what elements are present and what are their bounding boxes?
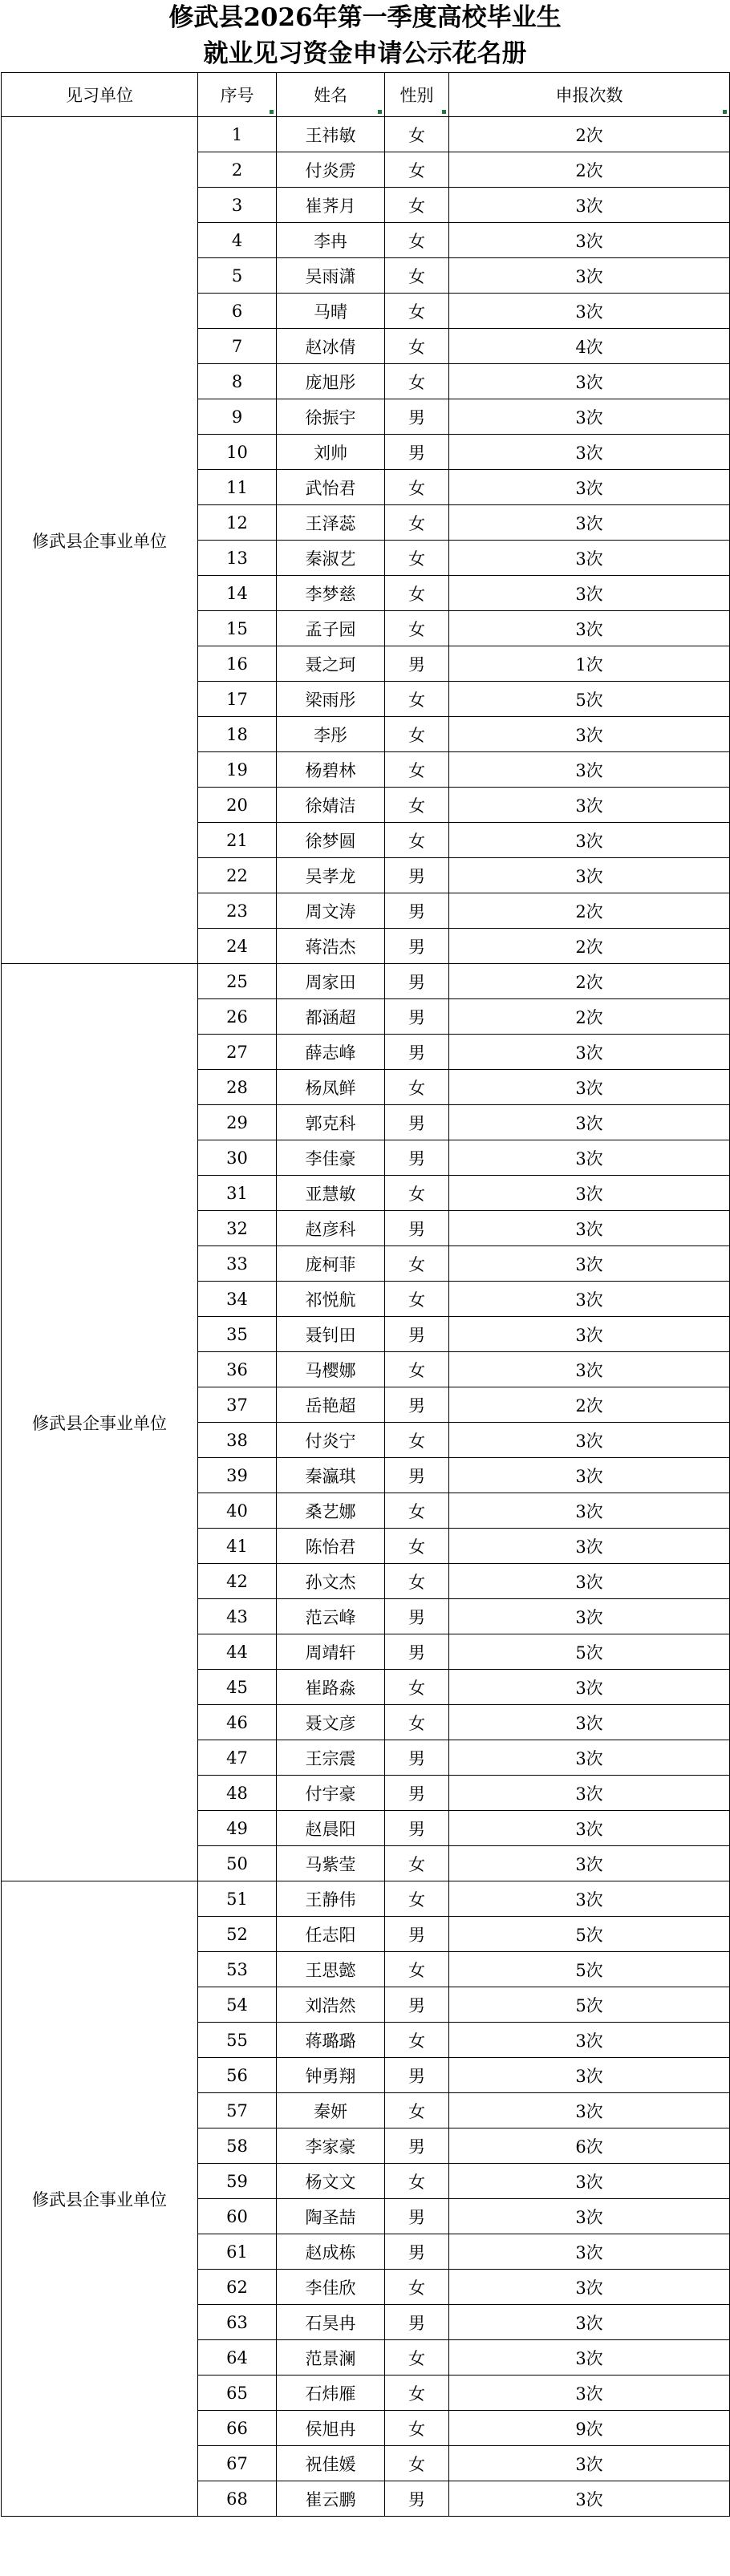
gender-cell: 女 bbox=[385, 1352, 449, 1387]
count-cell: 3次 bbox=[449, 1140, 730, 1176]
gender-cell: 女 bbox=[385, 682, 449, 717]
seq-cell: 61 bbox=[198, 2234, 277, 2270]
count-cell: 3次 bbox=[449, 1352, 730, 1387]
seq-cell: 38 bbox=[198, 1423, 277, 1458]
name-cell: 聂钊田 bbox=[277, 1317, 385, 1352]
seq-cell: 28 bbox=[198, 1070, 277, 1105]
name-cell: 梁雨彤 bbox=[277, 682, 385, 717]
seq-cell: 36 bbox=[198, 1352, 277, 1387]
count-cell: 2次 bbox=[449, 929, 730, 964]
gender-cell: 女 bbox=[385, 223, 449, 258]
name-cell: 李冉 bbox=[277, 223, 385, 258]
count-cell: 3次 bbox=[449, 858, 730, 893]
gender-cell: 女 bbox=[385, 1846, 449, 1881]
table-row bbox=[2, 117, 730, 152]
count-cell: 3次 bbox=[449, 435, 730, 470]
seq-cell: 18 bbox=[198, 717, 277, 752]
name-cell: 蒋璐璐 bbox=[277, 2023, 385, 2058]
seq-cell: 66 bbox=[198, 2411, 277, 2446]
gender-cell: 男 bbox=[385, 399, 449, 435]
count-cell: 3次 bbox=[449, 1740, 730, 1776]
table-row bbox=[2, 964, 730, 999]
gender-cell: 女 bbox=[385, 2164, 449, 2199]
count-cell: 3次 bbox=[449, 2305, 730, 2340]
name-cell: 石炜雁 bbox=[277, 2376, 385, 2411]
gender-cell: 男 bbox=[385, 646, 449, 682]
name-cell: 秦妍 bbox=[277, 2093, 385, 2128]
header-name[interactable] bbox=[277, 73, 385, 117]
name-cell: 侯旭冉 bbox=[277, 2411, 385, 2446]
count-cell: 5次 bbox=[449, 1634, 730, 1670]
gender-cell: 男 bbox=[385, 2128, 449, 2164]
count-cell: 3次 bbox=[449, 1705, 730, 1740]
gender-cell: 女 bbox=[385, 258, 449, 294]
count-cell: 3次 bbox=[449, 2093, 730, 2128]
gender-cell: 女 bbox=[385, 1881, 449, 1917]
gender-cell: 女 bbox=[385, 823, 449, 858]
count-cell: 9次 bbox=[449, 2411, 730, 2446]
count-cell: 3次 bbox=[449, 1105, 730, 1140]
gender-cell: 女 bbox=[385, 788, 449, 823]
seq-cell: 60 bbox=[198, 2199, 277, 2234]
count-cell: 2次 bbox=[449, 999, 730, 1035]
name-cell: 刘浩然 bbox=[277, 1987, 385, 2023]
name-cell: 聂文彦 bbox=[277, 1705, 385, 1740]
gender-cell: 男 bbox=[385, 1211, 449, 1246]
name-cell: 祁悦航 bbox=[277, 1282, 385, 1317]
count-cell: 3次 bbox=[449, 2058, 730, 2093]
gender-cell: 男 bbox=[385, 1105, 449, 1140]
seq-cell: 33 bbox=[198, 1246, 277, 1282]
seq-cell: 59 bbox=[198, 2164, 277, 2199]
header-seq-label: 序号 bbox=[220, 86, 254, 105]
name-cell: 李佳豪 bbox=[277, 1140, 385, 1176]
gender-cell: 男 bbox=[385, 964, 449, 999]
name-cell: 杨文文 bbox=[277, 2164, 385, 2199]
gender-cell: 男 bbox=[385, 1811, 449, 1846]
count-cell: 3次 bbox=[449, 470, 730, 505]
gender-cell: 女 bbox=[385, 294, 449, 329]
seq-cell: 37 bbox=[198, 1387, 277, 1423]
name-cell: 王宗震 bbox=[277, 1740, 385, 1776]
name-cell: 庞旭彤 bbox=[277, 364, 385, 399]
name-cell: 李佳欣 bbox=[277, 2270, 385, 2305]
gender-cell: 女 bbox=[385, 1282, 449, 1317]
seq-cell: 31 bbox=[198, 1176, 277, 1211]
name-cell: 祝佳媛 bbox=[277, 2446, 385, 2481]
count-cell: 2次 bbox=[449, 893, 730, 929]
seq-cell: 19 bbox=[198, 752, 277, 788]
count-cell: 3次 bbox=[449, 1211, 730, 1246]
count-cell: 3次 bbox=[449, 1564, 730, 1599]
gender-cell: 女 bbox=[385, 188, 449, 223]
count-cell: 3次 bbox=[449, 294, 730, 329]
seq-cell: 51 bbox=[198, 1881, 277, 1917]
count-cell: 1次 bbox=[449, 646, 730, 682]
name-cell: 赵成栋 bbox=[277, 2234, 385, 2270]
header-count-label: 申报次数 bbox=[555, 86, 623, 105]
name-cell: 钟勇翔 bbox=[277, 2058, 385, 2093]
name-cell: 马樱娜 bbox=[277, 1352, 385, 1387]
name-cell: 马紫莹 bbox=[277, 1846, 385, 1881]
count-cell: 3次 bbox=[449, 1846, 730, 1881]
seq-cell: 65 bbox=[198, 2376, 277, 2411]
count-cell: 5次 bbox=[449, 1987, 730, 2023]
name-cell: 赵冰倩 bbox=[277, 329, 385, 364]
count-cell: 3次 bbox=[449, 1317, 730, 1352]
count-cell: 5次 bbox=[449, 1917, 730, 1952]
gender-cell: 男 bbox=[385, 1740, 449, 1776]
name-cell: 马晴 bbox=[277, 294, 385, 329]
seq-cell: 53 bbox=[198, 1952, 277, 1987]
gender-cell: 女 bbox=[385, 717, 449, 752]
seq-cell: 39 bbox=[198, 1458, 277, 1493]
filter-dropdown-icon[interactable] bbox=[378, 110, 382, 114]
name-cell: 赵晨阳 bbox=[277, 1811, 385, 1846]
name-cell: 徐婧洁 bbox=[277, 788, 385, 823]
seq-cell: 63 bbox=[198, 2305, 277, 2340]
seq-cell: 43 bbox=[198, 1599, 277, 1634]
name-cell: 杨碧林 bbox=[277, 752, 385, 788]
name-cell: 陈怡君 bbox=[277, 1529, 385, 1564]
unit-cell: 修武县企事业单位 bbox=[2, 117, 198, 964]
gender-cell: 男 bbox=[385, 1599, 449, 1634]
seq-cell: 29 bbox=[198, 1105, 277, 1140]
name-cell: 郭克科 bbox=[277, 1105, 385, 1140]
gender-cell: 男 bbox=[385, 1317, 449, 1352]
gender-cell: 男 bbox=[385, 999, 449, 1035]
gender-cell: 男 bbox=[385, 1035, 449, 1070]
seq-cell: 16 bbox=[198, 646, 277, 682]
gender-cell: 女 bbox=[385, 1564, 449, 1599]
seq-cell: 64 bbox=[198, 2340, 277, 2376]
name-cell: 薛志峰 bbox=[277, 1035, 385, 1070]
seq-cell: 26 bbox=[198, 999, 277, 1035]
count-cell: 3次 bbox=[449, 2376, 730, 2411]
seq-cell: 6 bbox=[198, 294, 277, 329]
seq-cell: 32 bbox=[198, 1211, 277, 1246]
gender-cell: 男 bbox=[385, 1140, 449, 1176]
document-title bbox=[0, 0, 730, 72]
gender-cell: 女 bbox=[385, 1670, 449, 1705]
seq-cell: 11 bbox=[198, 470, 277, 505]
count-cell: 3次 bbox=[449, 1599, 730, 1634]
name-cell: 崔路淼 bbox=[277, 1670, 385, 1705]
seq-cell: 35 bbox=[198, 1317, 277, 1352]
name-cell: 孟子园 bbox=[277, 611, 385, 646]
seq-cell: 10 bbox=[198, 435, 277, 470]
unit-cell: 修武县企事业单位 bbox=[2, 1881, 198, 2517]
seq-cell: 49 bbox=[198, 1811, 277, 1846]
count-cell: 3次 bbox=[449, 188, 730, 223]
count-cell: 3次 bbox=[449, 1458, 730, 1493]
gender-cell: 男 bbox=[385, 2058, 449, 2093]
count-cell: 2次 bbox=[449, 964, 730, 999]
name-cell: 亚慧敏 bbox=[277, 1176, 385, 1211]
name-cell: 庞柯菲 bbox=[277, 1246, 385, 1282]
gender-cell: 男 bbox=[385, 1776, 449, 1811]
gender-cell: 女 bbox=[385, 1705, 449, 1740]
gender-cell: 女 bbox=[385, 364, 449, 399]
name-cell: 桑艺娜 bbox=[277, 1493, 385, 1529]
seq-cell: 55 bbox=[198, 2023, 277, 2058]
name-cell: 李梦慈 bbox=[277, 576, 385, 611]
count-cell: 3次 bbox=[449, 223, 730, 258]
gender-cell: 女 bbox=[385, 2093, 449, 2128]
seq-cell: 25 bbox=[198, 964, 277, 999]
name-cell: 付宇豪 bbox=[277, 1776, 385, 1811]
name-cell: 石昊冉 bbox=[277, 2305, 385, 2340]
name-cell: 赵彦科 bbox=[277, 1211, 385, 1246]
gender-cell: 女 bbox=[385, 611, 449, 646]
seq-cell: 50 bbox=[198, 1846, 277, 1881]
count-cell: 6次 bbox=[449, 2128, 730, 2164]
gender-cell: 女 bbox=[385, 576, 449, 611]
seq-cell: 9 bbox=[198, 399, 277, 435]
count-cell: 3次 bbox=[449, 399, 730, 435]
gender-cell: 女 bbox=[385, 541, 449, 576]
header-count[interactable] bbox=[449, 73, 730, 117]
name-cell: 李彤 bbox=[277, 717, 385, 752]
seq-cell: 27 bbox=[198, 1035, 277, 1070]
count-cell: 5次 bbox=[449, 682, 730, 717]
count-cell: 3次 bbox=[449, 1811, 730, 1846]
gender-cell: 女 bbox=[385, 505, 449, 541]
name-cell: 秦淑艺 bbox=[277, 541, 385, 576]
seq-cell: 12 bbox=[198, 505, 277, 541]
seq-cell: 67 bbox=[198, 2446, 277, 2481]
name-cell: 付炎雳 bbox=[277, 152, 385, 188]
seq-cell: 47 bbox=[198, 1740, 277, 1776]
header-unit: 见习单位 bbox=[2, 73, 198, 117]
name-cell: 周靖轩 bbox=[277, 1634, 385, 1670]
seq-cell: 4 bbox=[198, 223, 277, 258]
name-cell: 杨凤鲜 bbox=[277, 1070, 385, 1105]
count-cell: 3次 bbox=[449, 505, 730, 541]
gender-cell: 男 bbox=[385, 2234, 449, 2270]
count-cell: 3次 bbox=[449, 2234, 730, 2270]
gender-cell: 男 bbox=[385, 2481, 449, 2517]
seq-cell: 56 bbox=[198, 2058, 277, 2093]
seq-cell: 1 bbox=[198, 117, 277, 152]
name-cell: 任志阳 bbox=[277, 1917, 385, 1952]
seq-cell: 57 bbox=[198, 2093, 277, 2128]
name-cell: 王思懿 bbox=[277, 1952, 385, 1987]
gender-cell: 女 bbox=[385, 2446, 449, 2481]
title-line-1: 修武县2026年第一季度高校毕业生 bbox=[168, 3, 562, 32]
title-line-2: 就业见习资金申请公示花名册 bbox=[203, 39, 527, 68]
count-cell: 3次 bbox=[449, 258, 730, 294]
count-cell: 3次 bbox=[449, 2023, 730, 2058]
header-seq[interactable] bbox=[198, 73, 277, 117]
name-cell: 吴雨潇 bbox=[277, 258, 385, 294]
count-cell: 3次 bbox=[449, 2199, 730, 2234]
seq-cell: 17 bbox=[198, 682, 277, 717]
name-cell: 刘帅 bbox=[277, 435, 385, 470]
count-cell: 2次 bbox=[449, 152, 730, 188]
name-cell: 李家豪 bbox=[277, 2128, 385, 2164]
gender-cell: 女 bbox=[385, 1070, 449, 1105]
name-cell: 周家田 bbox=[277, 964, 385, 999]
gender-cell: 女 bbox=[385, 752, 449, 788]
seq-cell: 23 bbox=[198, 893, 277, 929]
table-body bbox=[2, 117, 730, 2517]
name-cell: 付炎宁 bbox=[277, 1423, 385, 1458]
seq-cell: 42 bbox=[198, 1564, 277, 1599]
gender-cell: 女 bbox=[385, 2023, 449, 2058]
gender-cell: 女 bbox=[385, 2376, 449, 2411]
seq-cell: 48 bbox=[198, 1776, 277, 1811]
gender-cell: 女 bbox=[385, 1952, 449, 1987]
gender-cell: 男 bbox=[385, 1458, 449, 1493]
count-cell: 5次 bbox=[449, 1952, 730, 1987]
gender-cell: 女 bbox=[385, 117, 449, 152]
count-cell: 3次 bbox=[449, 1282, 730, 1317]
count-cell: 3次 bbox=[449, 2340, 730, 2376]
count-cell: 3次 bbox=[449, 1176, 730, 1211]
name-cell: 王静伟 bbox=[277, 1881, 385, 1917]
gender-cell: 女 bbox=[385, 1423, 449, 1458]
count-cell: 3次 bbox=[449, 1423, 730, 1458]
name-cell: 王泽蕊 bbox=[277, 505, 385, 541]
seq-cell: 21 bbox=[198, 823, 277, 858]
count-cell: 3次 bbox=[449, 1493, 730, 1529]
gender-cell: 男 bbox=[385, 1387, 449, 1423]
gender-cell: 男 bbox=[385, 858, 449, 893]
name-cell: 范云峰 bbox=[277, 1599, 385, 1634]
gender-cell: 女 bbox=[385, 2270, 449, 2305]
roster-table bbox=[1, 72, 730, 2517]
seq-cell: 14 bbox=[198, 576, 277, 611]
name-cell: 吴孝龙 bbox=[277, 858, 385, 893]
seq-cell: 34 bbox=[198, 1282, 277, 1317]
gender-cell: 女 bbox=[385, 1493, 449, 1529]
gender-cell: 女 bbox=[385, 1176, 449, 1211]
header-name-label: 姓名 bbox=[314, 86, 347, 105]
count-cell: 3次 bbox=[449, 2164, 730, 2199]
name-cell: 崔荠月 bbox=[277, 188, 385, 223]
count-cell: 3次 bbox=[449, 1035, 730, 1070]
count-cell: 3次 bbox=[449, 1246, 730, 1282]
name-cell: 聂之珂 bbox=[277, 646, 385, 682]
name-cell: 秦瀛琪 bbox=[277, 1458, 385, 1493]
name-cell: 范景澜 bbox=[277, 2340, 385, 2376]
gender-cell: 男 bbox=[385, 893, 449, 929]
header-row bbox=[2, 73, 730, 117]
name-cell: 王祎敏 bbox=[277, 117, 385, 152]
count-cell: 3次 bbox=[449, 1070, 730, 1105]
gender-cell: 女 bbox=[385, 470, 449, 505]
seq-cell: 52 bbox=[198, 1917, 277, 1952]
count-cell: 3次 bbox=[449, 2446, 730, 2481]
name-cell: 崔云鹏 bbox=[277, 2481, 385, 2517]
count-cell: 2次 bbox=[449, 117, 730, 152]
seq-cell: 40 bbox=[198, 1493, 277, 1529]
count-cell: 3次 bbox=[449, 1529, 730, 1564]
seq-cell: 3 bbox=[198, 188, 277, 223]
filter-dropdown-icon[interactable] bbox=[723, 110, 727, 114]
gender-cell: 女 bbox=[385, 152, 449, 188]
seq-cell: 45 bbox=[198, 1670, 277, 1705]
count-cell: 3次 bbox=[449, 823, 730, 858]
gender-cell: 女 bbox=[385, 1246, 449, 1282]
name-cell: 都涵超 bbox=[277, 999, 385, 1035]
count-cell: 3次 bbox=[449, 752, 730, 788]
seq-cell: 46 bbox=[198, 1705, 277, 1740]
count-cell: 3次 bbox=[449, 576, 730, 611]
name-cell: 徐振宇 bbox=[277, 399, 385, 435]
gender-cell: 男 bbox=[385, 1987, 449, 2023]
count-cell: 3次 bbox=[449, 788, 730, 823]
name-cell: 武怡君 bbox=[277, 470, 385, 505]
count-cell: 3次 bbox=[449, 717, 730, 752]
gender-cell: 女 bbox=[385, 1529, 449, 1564]
seq-cell: 5 bbox=[198, 258, 277, 294]
name-cell: 蒋浩杰 bbox=[277, 929, 385, 964]
seq-cell: 58 bbox=[198, 2128, 277, 2164]
header-gender-label: 性别 bbox=[399, 86, 434, 105]
gender-cell: 男 bbox=[385, 929, 449, 964]
seq-cell: 8 bbox=[198, 364, 277, 399]
gender-cell: 女 bbox=[385, 2411, 449, 2446]
seq-cell: 41 bbox=[198, 1529, 277, 1564]
count-cell: 2次 bbox=[449, 1387, 730, 1423]
name-cell: 陶圣喆 bbox=[277, 2199, 385, 2234]
gender-cell: 男 bbox=[385, 2305, 449, 2340]
seq-cell: 13 bbox=[198, 541, 277, 576]
gender-cell: 男 bbox=[385, 2199, 449, 2234]
count-cell: 4次 bbox=[449, 329, 730, 364]
seq-cell: 68 bbox=[198, 2481, 277, 2517]
count-cell: 3次 bbox=[449, 2270, 730, 2305]
header-gender[interactable] bbox=[385, 73, 449, 117]
filter-dropdown-icon[interactable] bbox=[270, 110, 274, 114]
seq-cell: 20 bbox=[198, 788, 277, 823]
seq-cell: 7 bbox=[198, 329, 277, 364]
count-cell: 3次 bbox=[449, 1670, 730, 1705]
seq-cell: 30 bbox=[198, 1140, 277, 1176]
filter-dropdown-icon[interactable] bbox=[442, 110, 446, 114]
count-cell: 3次 bbox=[449, 1881, 730, 1917]
seq-cell: 2 bbox=[198, 152, 277, 188]
table-row bbox=[2, 1881, 730, 1917]
name-cell: 徐梦圆 bbox=[277, 823, 385, 858]
seq-cell: 54 bbox=[198, 1987, 277, 2023]
gender-cell: 男 bbox=[385, 1917, 449, 1952]
seq-cell: 15 bbox=[198, 611, 277, 646]
count-cell: 3次 bbox=[449, 364, 730, 399]
seq-cell: 24 bbox=[198, 929, 277, 964]
gender-cell: 女 bbox=[385, 2340, 449, 2376]
name-cell: 孙文杰 bbox=[277, 1564, 385, 1599]
seq-cell: 22 bbox=[198, 858, 277, 893]
seq-cell: 62 bbox=[198, 2270, 277, 2305]
unit-cell: 修武县企事业单位 bbox=[2, 964, 198, 1881]
name-cell: 岳艳超 bbox=[277, 1387, 385, 1423]
count-cell: 3次 bbox=[449, 1776, 730, 1811]
seq-cell: 44 bbox=[198, 1634, 277, 1670]
count-cell: 3次 bbox=[449, 611, 730, 646]
gender-cell: 女 bbox=[385, 329, 449, 364]
gender-cell: 男 bbox=[385, 1634, 449, 1670]
gender-cell: 男 bbox=[385, 435, 449, 470]
count-cell: 3次 bbox=[449, 541, 730, 576]
name-cell: 周文涛 bbox=[277, 893, 385, 929]
count-cell: 3次 bbox=[449, 2481, 730, 2517]
